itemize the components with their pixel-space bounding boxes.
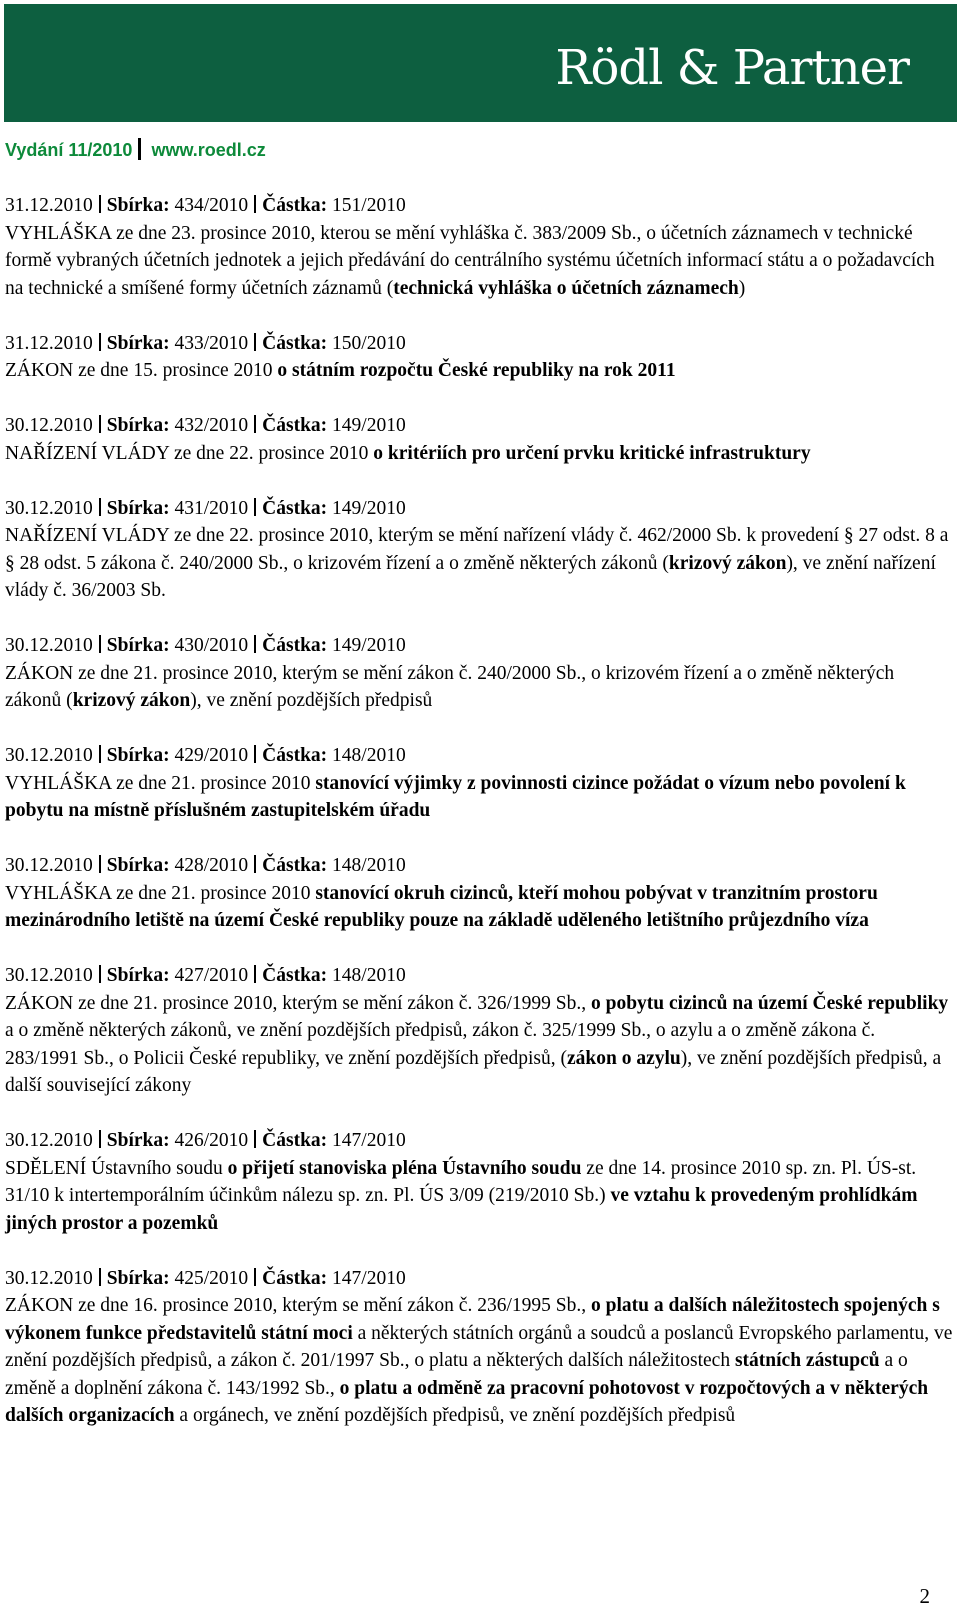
entry-meta [5,1127,953,1155]
description-text: VLÁDY ze dne 22. prosince 2010, kterým se mění nařízení vlády č. 462/2000 Sb. k provedení § 27 odst. 8 a § 28 odst. 5 zákona č. 240/2000 Sb., o krizovém řízení a o změně některých zákonů ( [5,525,949,574]
legislation-entry [5,962,953,1100]
meta-separator [254,498,256,516]
description-text: ve vztahu k provedeným prohlídkám jiných prostor a pozemků [5,1185,918,1234]
castka-number: 149/2010 [332,635,406,656]
entry-description [5,880,953,935]
entry-meta [5,192,953,220]
document-type: VYHLÁŠKA [5,222,112,244]
entry-date: 30.12.2010 [5,1267,93,1289]
meta-separator [254,1268,256,1286]
description-text: Ústavního soudu [86,1157,228,1179]
entry-date: 30.12.2010 [5,415,93,436]
header-banner [4,4,957,122]
description-text: o pobytu cizinců na území České republiky [590,992,949,1014]
entry-description [5,357,953,385]
sbirka-number: 431/2010 [174,497,249,519]
meta-separator [254,195,256,213]
legislation-entry [5,1127,953,1237]
castka-label: Částka: [262,1130,328,1151]
meta-separator [99,498,101,516]
entry-meta [5,632,953,660]
edition-line [5,138,266,161]
legislation-entry [5,412,953,467]
castka-label: Částka: [262,415,328,436]
document-type: NAŘÍZENÍ [5,442,98,464]
castka-label: Částka: [262,1267,328,1289]
entry-meta [5,962,953,990]
description-text: o platu a dalších náležitostech spojených s výkonem funkce představitelů státní moci [5,1295,940,1344]
castka-number: 149/2010 [332,497,406,519]
castka-label: Částka: [262,855,328,876]
description-text: ), ve znění nařízení vlády č. 36/2003 Sb. [5,552,936,601]
company-logo: Rödl & Partner [555,40,909,96]
entry-meta [5,742,953,770]
description-text: ze dne 14. prosince 2010 sp. zn. Pl. ÚS-st. 31/10 k intertemporálním účinkům nálezu sp. zn. Pl. ÚS 3/09 (219/2010 Sb.) [5,1157,917,1206]
entry-meta [5,330,953,358]
entry-date: 30.12.2010 [5,497,93,519]
entry-description [5,990,953,1100]
sbirka-label: Sbírka: [106,415,170,436]
entry-description [5,1292,953,1430]
sbirka-label: Sbírka: [106,745,170,766]
meta-separator [99,195,101,213]
sbirka-number: 425/2010 [174,1267,249,1289]
entry-meta [5,412,953,440]
sbirka-label: Sbírka: [106,332,170,354]
meta-separator [99,1268,101,1286]
legislation-entry [5,192,953,302]
description-text: a některých státních orgánů a soudců a poslanců Evropského parlamentu, ve znění pozdějších předpisů, a zákon č. 201/1997 Sb., o platu a některých dalších náležitostech [5,1322,953,1371]
description-text: ze dne 21. prosince 2010 [111,882,316,904]
entry-meta [5,1265,953,1293]
castka-label: Částka: [262,745,328,766]
entry-description [5,220,953,303]
castka-label: Částka: [262,332,328,354]
castka-number: 150/2010 [332,332,406,354]
sbirka-number: 428/2010 [174,855,249,876]
description-text: ) [738,277,746,299]
edition-label: Vydání 11/2010 [5,140,133,160]
entry-date: 30.12.2010 [5,1130,93,1151]
description-text: zákon o azylu [566,1047,681,1069]
meta-separator [254,745,256,763]
description-text: ze dne 21. prosince 2010, kterým se mění zákon č. 240/2000 Sb., o krizovém řízení a o změně některých zákonů ( [5,662,895,711]
entry-meta [5,852,953,880]
castka-number: 147/2010 [332,1130,406,1151]
legislation-entry [5,1265,953,1430]
meta-separator [254,965,256,983]
legislation-entry [5,742,953,825]
entry-description [5,770,953,825]
castka-number: 148/2010 [332,745,406,766]
document-type: SDĚLENÍ [5,1157,87,1179]
entry-description [5,522,953,605]
description-text: ze dne 16. prosince 2010, kterým se mění zákon č. 236/1995 Sb., [73,1295,591,1316]
description-text: ze dne 21. prosince 2010, kterým se mění zákon č. 326/1999 Sb., [73,992,591,1014]
sbirka-number: 426/2010 [174,1130,249,1151]
castka-label: Částka: [262,497,328,519]
meta-separator [99,1130,101,1148]
entry-meta [5,495,953,523]
legislation-entry [5,330,953,385]
legislation-list [5,192,953,1457]
sbirka-label: Sbírka: [106,855,170,876]
description-text: o přijetí stanoviska pléna Ústavního soudu [227,1157,582,1179]
page-number: 2 [919,1584,930,1608]
entry-date: 30.12.2010 [5,635,93,656]
document-type: ZÁKON [5,662,74,684]
entry-description [5,1155,953,1238]
description-text: ), ve znění pozdějších předpisů, a další související zákony [5,1047,942,1096]
description-text: o státním rozpočtu České republiky na rok 2011 [277,360,676,381]
description-text: ze dne 23. prosince 2010, kterou se mění vyhláška č. 383/2009 Sb., o účetních záznamech v technické formě vybraných účetních jednotek a jejich předávání do centrálního systému účetních informací státu a o požadavcích na technické a smíšené formy účetních záznamů ( [5,222,935,299]
description-text: stanovící výjimky z povinnosti cizince požádat o vízum nebo povolení k pobytu na místně příslušném zastupitelském úřadu [5,772,906,821]
meta-separator [254,415,256,433]
meta-separator [99,745,101,763]
legislation-entry [5,632,953,715]
castka-number: 147/2010 [332,1267,406,1289]
castka-number: 151/2010 [332,195,406,216]
document-type: ZÁKON [5,360,74,381]
document-type: VYHLÁŠKA [5,772,112,794]
castka-label: Částka: [262,195,328,216]
description-text: ze dne 15. prosince 2010 [73,360,278,381]
meta-separator [99,855,101,873]
description-text: technická vyhláška o účetních záznamech [393,277,739,299]
sbirka-label: Sbírka: [106,635,170,656]
legislation-entry [5,495,953,605]
sbirka-label: Sbírka: [106,965,170,986]
sbirka-number: 430/2010 [174,635,249,656]
entry-description [5,660,953,715]
meta-separator [99,333,101,351]
entry-date: 30.12.2010 [5,965,93,986]
description-text: krizový zákon [72,690,191,711]
description-text: a o změně některých zákonů, ve znění pozdějších předpisů, zákon č. 325/1999 Sb., o azylu a o změně zákona č. 283/1991 Sb., o Policii České republiky, ve znění pozdějších předpisů, ( [5,1020,876,1069]
entry-description [5,440,953,468]
entry-date: 30.12.2010 [5,745,93,766]
description-text: ), ve znění pozdějších předpisů [190,690,433,711]
meta-separator [254,855,256,873]
entry-date: 31.12.2010 [5,195,93,216]
meta-separator [254,635,256,653]
sbirka-label: Sbírka: [106,497,170,519]
description-text: VLÁDY ze dne 22. prosince 2010 [97,442,374,464]
meta-separator [99,965,101,983]
meta-separator [254,333,256,351]
description-text: ze dne 21. prosince 2010 [111,772,316,794]
description-text: státních zástupců [734,1350,880,1371]
description-text: a o změně a doplnění zákona č. 143/1992 Sb., [5,1350,908,1399]
document-type: NAŘÍZENÍ [5,525,98,546]
sbirka-number: 429/2010 [174,745,249,766]
castka-number: 148/2010 [332,855,406,876]
legislation-entry [5,852,953,935]
sbirka-number: 427/2010 [174,965,249,986]
sbirka-number: 433/2010 [174,332,249,354]
sbirka-label: Sbírka: [106,195,170,216]
castka-label: Částka: [262,965,328,986]
sbirka-label: Sbírka: [106,1267,170,1289]
description-text: a orgánech, ve znění pozdějších předpisů, ve znění pozdějších předpisů [174,1405,736,1426]
meta-separator [254,1130,256,1148]
description-text: o kritériích pro určení prvku kritické infrastruktury [373,442,811,464]
sbirka-label: Sbírka: [106,1130,170,1151]
description-text: krizový zákon [668,552,787,574]
entry-date: 30.12.2010 [5,855,93,876]
meta-separator [99,415,101,433]
castka-number: 148/2010 [332,965,406,986]
document-type: VYHLÁŠKA [5,882,112,904]
document-type: ZÁKON [5,992,74,1014]
description-text: o platu a odměně za pracovní pohotovost v rozpočtových a v některých dalších organizacích [5,1377,929,1426]
sbirka-number: 432/2010 [174,415,249,436]
description-text: stanovící okruh cizinců, kteří mohou pobývat v tranzitním prostoru mezinárodního letiště na území České republiky pouze na základě uděleného letištního průjezdního víza [5,882,878,931]
entry-date: 31.12.2010 [5,332,93,354]
edition-separator [138,138,141,160]
website-link[interactable]: www.roedl.cz [151,140,266,160]
meta-separator [99,635,101,653]
castka-label: Částka: [262,635,328,656]
document-type: ZÁKON [5,1295,74,1316]
sbirka-number: 434/2010 [174,195,249,216]
castka-number: 149/2010 [332,415,406,436]
